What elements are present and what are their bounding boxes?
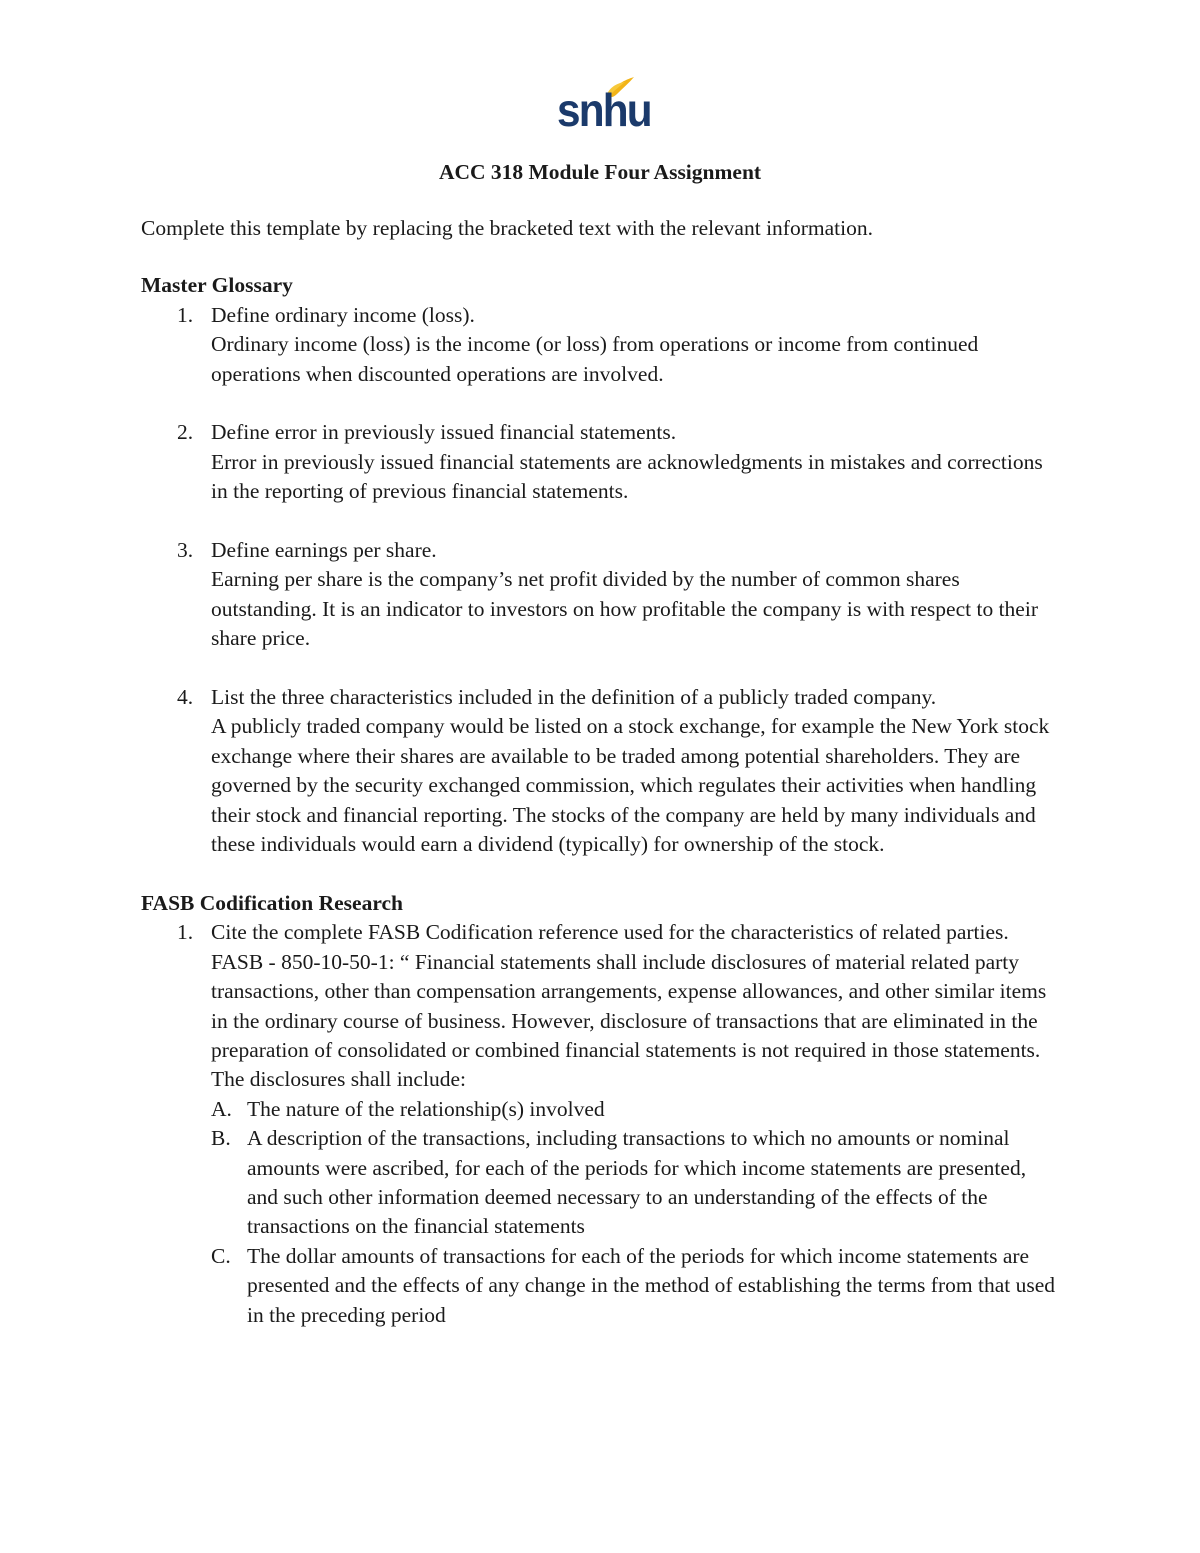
answer-text: Earning per share is the company’s net profit divided by the number of common shares outstanding. It is an indicator to investors on how profitable the company is with respect to their share price.	[211, 567, 1038, 651]
list-item	[141, 418, 1061, 506]
fasb-research-list	[141, 918, 1061, 1330]
sublist-text: A description of the transactions, including transactions to which no amounts or nominal amounts were ascribed, for each of the periods for which income statements are presented, and such other information deemed necessary to an understanding of the effects of the transactions on the financial statements	[247, 1126, 1027, 1239]
sublist-text: The dollar amounts of transactions for each of the periods for which income statements are presented and the effects of any change in the method of establishing the terms from that used in the preceding period	[247, 1243, 1055, 1327]
sublist-label: B.	[211, 1126, 231, 1151]
disclosure-sublist	[211, 1095, 1061, 1330]
sublist-item	[211, 1124, 1061, 1242]
question-text: Cite the complete FASB Codification reference used for the characteristics of related parties.	[211, 920, 1009, 945]
question-text: Define error in previously issued financial statements.	[211, 420, 677, 445]
item-number: 1.	[177, 920, 194, 945]
question-text: Define earnings per share.	[211, 538, 437, 563]
item-number: 1.	[177, 302, 194, 327]
page-title: ACC 318 Module Four Assignment	[438, 160, 762, 184]
sublist-item	[211, 1242, 1061, 1330]
question-text: List the three characteristics included in the definition of a publicly traded company.	[211, 685, 937, 710]
answer-text: A publicly traded company would be listed on a stock exchange, for example the New York stock exchange where their shares are available to be traded among potential shareholders. They are governed by the security exchanged commission, which regulates their activities when handling their stock and financial reporting. The stocks of the company are held by many individuals and these individuals would earn a dividend (typically) for ownership of the stock.	[211, 714, 1050, 857]
sublist-text: The nature of the relationship(s) involved	[247, 1096, 605, 1121]
answer-text: Ordinary income (loss) is the income (or loss) from operations or income from continued operations when discounted operations are involved.	[211, 332, 979, 386]
item-number: 2.	[177, 420, 194, 445]
section-heading-master-glossary: Master Glossary	[141, 273, 293, 298]
list-item	[141, 536, 1061, 654]
intro-text: Complete this template by replacing the bracketed text with the relevant information.	[141, 216, 873, 240]
item-number: 4.	[177, 685, 194, 710]
answer-text: Error in previously issued financial statements are acknowledgments in mistakes and corrections in the reporting of previous financial statements.	[211, 449, 1043, 504]
master-glossary-list	[141, 301, 1061, 860]
item-number: 3.	[177, 538, 194, 563]
list-item	[141, 683, 1061, 859]
sublist-label: A.	[211, 1096, 232, 1121]
list-item	[141, 918, 1061, 1330]
logo-wordmark: snhu	[557, 84, 651, 136]
answer-text: FASB - 850-10-50-1: “ Financial statements shall include disclosures of material related party transactions, other than compensation arrangements, expense allowances, and other similar items in the ordinary course of business. However, disclosure of transactions that are eliminated in the preparation of consolidated or combined financial statements is not required in those statements. The disclosures shall include:	[211, 949, 1047, 1092]
list-item	[141, 301, 1061, 389]
question-text: Define ordinary income (loss).	[211, 302, 475, 327]
snhu-logo	[557, 74, 651, 136]
document-body	[141, 214, 1061, 1359]
sublist-item	[211, 1095, 1061, 1124]
sublist-label: C.	[211, 1243, 231, 1268]
section-heading-fasb-research: FASB Codification Research	[141, 890, 403, 915]
